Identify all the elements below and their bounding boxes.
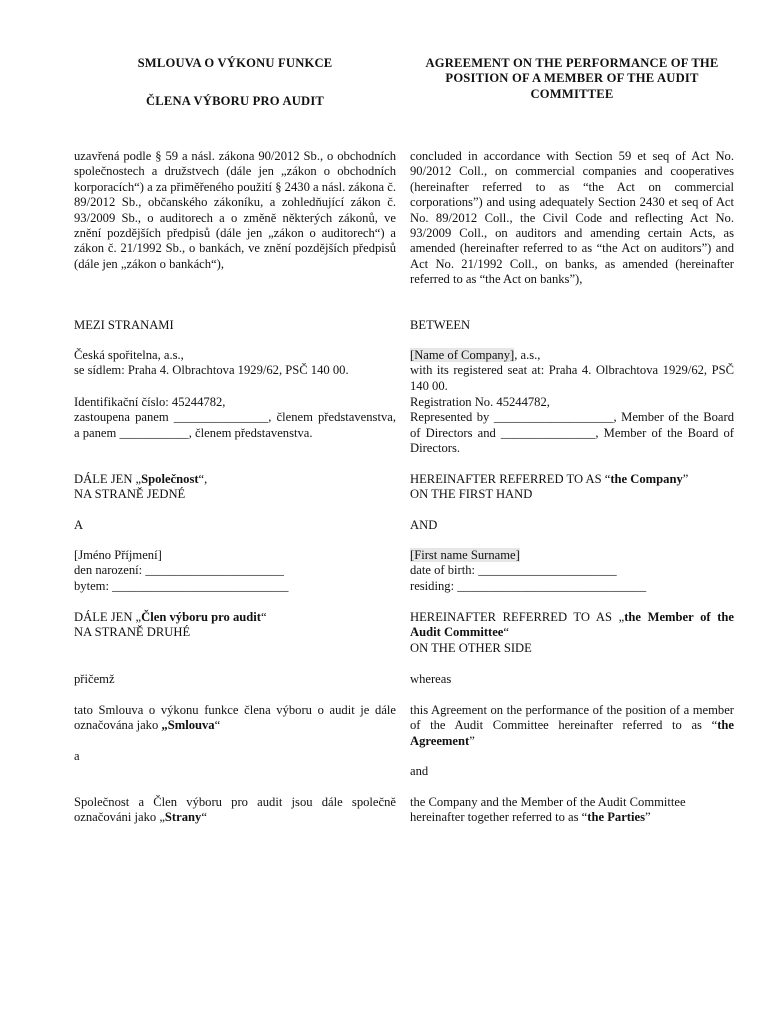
czech-company-ref-suffix: “, [198,472,208,486]
czech-member-ref-term: Člen výboru pro audit [141,610,261,624]
english-title: AGREEMENT ON THE PERFORMANCE OF THE POSITION OF A MEMBER OF THE AUDIT COMMITTEE [425,56,719,101]
company-name-field[interactable]: [Name of Company] [410,348,515,362]
czech-member-block [74,548,288,594]
english-member-ref-suffix: “ [503,625,509,640]
english-parties-definition [410,795,734,826]
english-agreement-suffix: ” [469,733,475,748]
english-other-side: ON THE OTHER SIDE [410,640,532,655]
czech-parties-definition [74,795,396,826]
czech-represented-by: zastoupena panem _______________, členem představenstva, a panem ___________, členem představenstva. [74,410,396,440]
english-company-seat: with its registered seat at: Praha 4. Olbrachtova 1929/62, PSČ 140 00. [410,363,734,393]
czech-company-id: Identifikační číslo: 45244782, [74,395,226,409]
czech-and-2: a [74,749,80,763]
english-and: AND [410,518,438,532]
english-member-residence: residing: ______________________________ [410,578,647,593]
czech-member-ref-prefix: DÁLE JEN „ [74,610,142,624]
english-company-id: Registration No. 45244782, [410,395,550,409]
czech-parties-text: Společnost a Člen výboru pro audit jsou dále společně označováni jako „ [74,795,396,825]
czech-title-line-1: SMLOUVA O VÝKONU FUNKCE [137,56,333,70]
czech-second-side: NA STRANĚ DRUHÉ [74,625,191,640]
czech-whereas: přičemž [74,672,115,686]
czech-member-birth: den narození: ______________________ [74,563,284,578]
czech-company-seat: se sídlem: Praha 4. Olbrachtova 1929/62, PSČ 140 00. [74,363,349,378]
english-intro-paragraph: concluded in accordance with Section 59 et seq of Act No. 90/2012 Coll., on commercial companies and cooperatives (hereinafter referred to as “the Act on commercial corporations”) and using adequately Section 2430 et seq of Act No. 89/2012 Coll., the Civil Code and reflecting Act No. 93/2009 Coll., on auditors and amending certain Acts, as amended (hereinafter referred to as “the Act on auditors”) and Act No. 21/1992 Coll., on banks, as amended (hereinafter referred to as “the Act on banks”), [410,149,734,287]
english-company-reference [410,472,734,503]
english-member-block [410,548,646,594]
czech-parties-suffix: “ [201,810,207,825]
english-company-ref-suffix: ” [682,472,689,486]
czech-agreement-definition [74,703,396,734]
english-whereas: whereas [410,672,452,686]
czech-member-reference [74,610,267,641]
czech-member-residence: bytem: ____________________________ [74,578,289,593]
czech-and: A [74,518,84,532]
english-parties-text: the Company and the Member of the Audit Committee hereinafter together referred to as “ [410,795,686,825]
czech-agreement-text: tato Smlouva o výkonu funkce člena výboru o audit je dále označována jako [74,703,396,733]
czech-agreement-suffix: “ [214,718,221,733]
english-company-block [410,348,734,394]
english-company-ref-term: the Company [610,472,683,486]
english-between-heading: BETWEEN [410,318,471,332]
czech-between-heading: MEZI STRANAMI [74,318,174,332]
czech-company-ref-prefix: DÁLE JEN „ [74,472,142,486]
czech-member-name: [Jméno Příjmení] [74,548,162,562]
english-agreement-text: this Agreement on the performance of the position of a member of the Audit Committee hereinafter referred to as “ [410,703,734,733]
english-member-ref-term: the Member of the Audit Committee [410,610,734,640]
english-first-side: ON THE FIRST HAND [410,487,533,502]
czech-agreement-term: „Smlouva [161,718,215,733]
english-company-representation [410,395,734,457]
czech-company-representation [74,395,396,441]
english-agreement-term: the Agreement [410,718,734,748]
english-parties-suffix: ” [644,810,651,825]
czech-parties-term: Strany [164,810,202,825]
czech-company-block [74,348,396,379]
member-name-field[interactable]: [First name Surname] [410,548,520,562]
czech-company-reference [74,472,207,503]
czech-first-side: NA STRANĚ JEDNÉ [74,487,186,502]
english-member-reference [410,610,734,656]
company-name-suffix: , a.s., [514,348,541,362]
english-parties-term: the Parties [587,810,645,825]
english-represented-by: Represented by ___________________, Member of the Board of Directors and _______________, Member of the Board of Directors. [410,410,734,456]
english-agreement-definition [410,703,734,749]
czech-member-ref-suffix: “ [260,610,267,624]
english-and-2: and [410,764,429,778]
czech-title-line-2: ČLENA VÝBORU PRO AUDIT [145,94,325,108]
czech-company-name: Česká spořitelna, a.s., [74,348,184,362]
czech-company-ref-term: Společnost [141,472,199,486]
czech-intro-paragraph: uzavřená podle § 59 a násl. zákona 90/2012 Sb., o obchodních společnostech a družstvech (dále jen „zákon o obchodních korporacích“) a za přiměřeného použití § 2430 a násl. zákona č. 89/2012 Sb., občanského zákoníku, a zohledňující zákon č. 93/2009 Sb., o auditorech a o změně některých zákonů, ve znění pozdějších předpisů (dále jen „zákon o auditorech“) a zákon č. 21/1992 Sb., o bankách, ve znění pozdějších předpisů (dále jen „zákon o bankách“), [74,149,396,271]
english-company-ref-prefix: HEREINAFTER REFERRED TO AS “ [410,472,611,486]
english-member-birth: date of birth: ______________________ [410,563,617,578]
english-member-ref-prefix: HEREINAFTER REFERRED TO AS „ [410,610,625,624]
